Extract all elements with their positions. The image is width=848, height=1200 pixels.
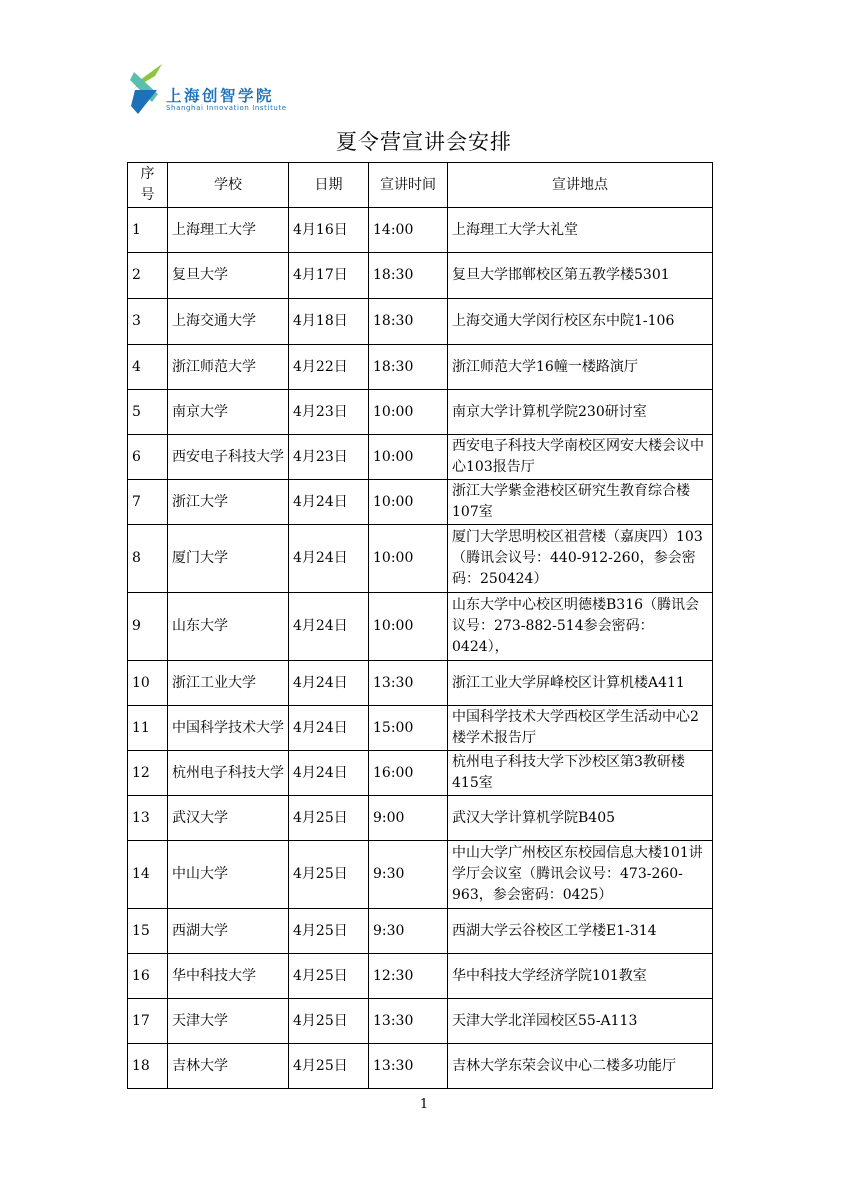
row-time: 18:30 <box>369 299 448 345</box>
row-time: 16:00 <box>369 751 448 796</box>
row-location: 上海交通大学闵行校区东中院1-106 <box>448 299 713 345</box>
row-date: 4月25日 <box>289 796 369 841</box>
row-location: 浙江师范大学16幢一楼路演厅 <box>448 345 713 390</box>
row-index: 16 <box>128 954 168 999</box>
table-header-row <box>128 163 713 208</box>
table-row <box>128 435 713 480</box>
document-title: 夏令营宣讲会安排 <box>336 130 512 154</box>
row-index: 11 <box>128 706 168 751</box>
row-time: 9:30 <box>369 909 448 954</box>
table-row <box>128 480 713 525</box>
row-school: 华中科技大学 <box>168 954 289 999</box>
row-school: 西安电子科技大学 <box>168 435 289 480</box>
table-row <box>128 751 713 796</box>
row-school: 西湖大学 <box>168 909 289 954</box>
row-time: 15:00 <box>369 706 448 751</box>
row-location: 浙江工业大学屏峰校区计算机楼A411 <box>448 661 713 706</box>
row-index: 13 <box>128 796 168 841</box>
row-index: 1 <box>128 208 168 253</box>
table-row <box>128 999 713 1044</box>
row-location: 西湖大学云谷校区工学楼E1-314 <box>448 909 713 954</box>
row-location: 西安电子科技大学南校区网安大楼会议中心103报告厅 <box>448 435 713 480</box>
row-date: 4月24日 <box>289 525 369 593</box>
row-date: 4月18日 <box>289 299 369 345</box>
row-school: 中国科学技术大学 <box>168 706 289 751</box>
row-time: 9:00 <box>369 796 448 841</box>
row-location: 上海理工大学大礼堂 <box>448 208 713 253</box>
row-index: 12 <box>128 751 168 796</box>
row-location: 吉林大学东荣会议中心二楼多功能厅 <box>448 1044 713 1089</box>
row-time: 10:00 <box>369 390 448 435</box>
row-location: 厦门大学思明校区祖营楼（嘉庚四）103（腾讯会议号：440-912-260，参会密码：250424） <box>448 525 713 593</box>
table-row <box>128 525 713 593</box>
logo-mark-icon <box>128 62 164 118</box>
row-school: 天津大学 <box>168 999 289 1044</box>
table-row <box>128 390 713 435</box>
header-school: 学校 <box>168 163 289 208</box>
table-row <box>128 1044 713 1089</box>
table-row <box>128 909 713 954</box>
row-school: 武汉大学 <box>168 796 289 841</box>
table-row <box>128 954 713 999</box>
logo-chinese-name: 上海创智学院 <box>166 87 275 105</box>
row-date: 4月16日 <box>289 208 369 253</box>
row-index: 17 <box>128 999 168 1044</box>
row-index: 6 <box>128 435 168 480</box>
row-date: 4月25日 <box>289 954 369 999</box>
row-time: 18:30 <box>369 253 448 299</box>
row-index: 14 <box>128 841 168 909</box>
row-date: 4月22日 <box>289 345 369 390</box>
row-date: 4月24日 <box>289 751 369 796</box>
row-date: 4月24日 <box>289 480 369 525</box>
row-school: 复旦大学 <box>168 253 289 299</box>
row-time: 13:30 <box>369 999 448 1044</box>
row-index: 10 <box>128 661 168 706</box>
row-date: 4月25日 <box>289 841 369 909</box>
row-index: 18 <box>128 1044 168 1089</box>
row-date: 4月25日 <box>289 909 369 954</box>
table-row <box>128 253 713 299</box>
table-row <box>128 841 713 909</box>
row-location: 天津大学北洋园校区55-A113 <box>448 999 713 1044</box>
schedule-table <box>127 162 713 1089</box>
row-school: 浙江大学 <box>168 480 289 525</box>
row-date: 4月25日 <box>289 1044 369 1089</box>
row-index: 8 <box>128 525 168 593</box>
row-index: 9 <box>128 593 168 661</box>
header-time: 宣讲时间 <box>369 163 448 208</box>
header-date: 日期 <box>289 163 369 208</box>
logo-english-name: Shanghai Innovation Institute <box>166 104 287 112</box>
row-date: 4月23日 <box>289 390 369 435</box>
row-school: 吉林大学 <box>168 1044 289 1089</box>
row-school: 中山大学 <box>168 841 289 909</box>
row-school: 厦门大学 <box>168 525 289 593</box>
row-date: 4月24日 <box>289 706 369 751</box>
row-date: 4月17日 <box>289 253 369 299</box>
row-date: 4月25日 <box>289 999 369 1044</box>
table-row <box>128 593 713 661</box>
row-time: 10:00 <box>369 525 448 593</box>
row-time: 18:30 <box>369 345 448 390</box>
row-time: 10:00 <box>369 435 448 480</box>
row-index: 2 <box>128 253 168 299</box>
row-time: 13:30 <box>369 661 448 706</box>
row-school: 杭州电子科技大学 <box>168 751 289 796</box>
row-location: 华中科技大学经济学院101教室 <box>448 954 713 999</box>
row-location: 中山大学广州校区东校园信息大楼101讲学厅会议室（腾讯会议号：473-260-963，参会密码：0425） <box>448 841 713 909</box>
row-location: 山东大学中心校区明德楼B316（腾讯会议号：273-882-514参会密码：0424）， <box>448 593 713 661</box>
row-time: 13:30 <box>369 1044 448 1089</box>
row-index: 4 <box>128 345 168 390</box>
row-school: 上海理工大学 <box>168 208 289 253</box>
row-school: 南京大学 <box>168 390 289 435</box>
row-school: 山东大学 <box>168 593 289 661</box>
header-index <box>128 163 168 208</box>
table-row <box>128 208 713 253</box>
row-index: 3 <box>128 299 168 345</box>
row-location: 南京大学计算机学院230研讨室 <box>448 390 713 435</box>
header-location: 宣讲地点 <box>448 163 713 208</box>
row-school: 浙江工业大学 <box>168 661 289 706</box>
page-number: 1 <box>419 1097 429 1112</box>
row-time: 10:00 <box>369 593 448 661</box>
row-school: 浙江师范大学 <box>168 345 289 390</box>
row-index: 15 <box>128 909 168 954</box>
row-time: 10:00 <box>369 480 448 525</box>
row-school: 上海交通大学 <box>168 299 289 345</box>
row-location: 复旦大学邯郸校区第五教学楼5301 <box>448 253 713 299</box>
row-index: 7 <box>128 480 168 525</box>
row-location: 武汉大学计算机学院B405 <box>448 796 713 841</box>
row-date: 4月24日 <box>289 661 369 706</box>
table-row <box>128 345 713 390</box>
row-index: 5 <box>128 390 168 435</box>
row-time: 12:30 <box>369 954 448 999</box>
institute-logo <box>128 62 328 118</box>
row-time: 9:30 <box>369 841 448 909</box>
row-location: 浙江大学紫金港校区研究生教育综合楼107室 <box>448 480 713 525</box>
row-date: 4月23日 <box>289 435 369 480</box>
row-time: 14:00 <box>369 208 448 253</box>
row-location: 中国科学技术大学西校区学生活动中心2楼学术报告厅 <box>448 706 713 751</box>
row-date: 4月24日 <box>289 593 369 661</box>
table-row <box>128 796 713 841</box>
table-row <box>128 706 713 751</box>
row-location: 杭州电子科技大学下沙校区第3教研楼415室 <box>448 751 713 796</box>
header-index-label: 序号 <box>140 166 155 203</box>
table-row <box>128 661 713 706</box>
table-row <box>128 299 713 345</box>
